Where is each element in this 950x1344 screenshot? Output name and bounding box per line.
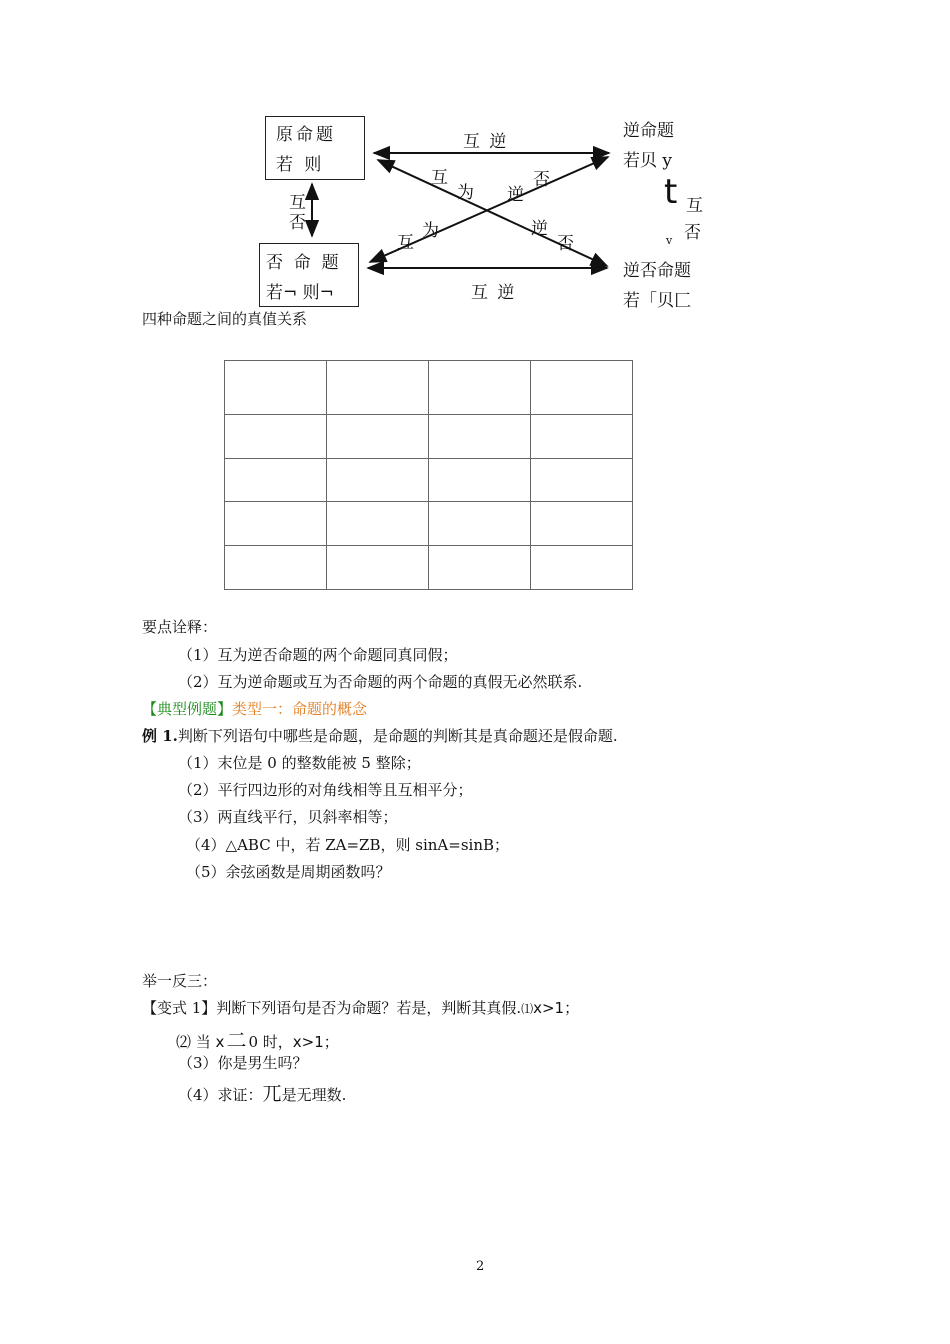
item2-math: x>1； — [292, 1033, 339, 1051]
table-cell — [429, 502, 531, 546]
truth-section-title: 四种命题之间的真值关系 — [142, 310, 308, 328]
inverse-title: 否 命 题 — [266, 253, 339, 273]
type-label: 类型一：命题的概念 — [232, 700, 368, 718]
variant-1-statement — [142, 997, 579, 1018]
diag2-char-4: 否 — [533, 170, 550, 190]
table-row — [225, 459, 633, 502]
right-edge-arrow-glyph: t — [664, 172, 678, 212]
example-item-4: （4）△ABC 中，若 ZA=ZB，则 sinA=sinB； — [186, 836, 509, 854]
table-cell — [225, 459, 327, 502]
table-cell — [531, 546, 633, 590]
item4-pi: 兀 — [262, 1083, 282, 1105]
converse-title: 逆命题 — [623, 121, 674, 141]
item4-prefix: （4）求证： — [178, 1086, 263, 1104]
example-section-header — [142, 698, 367, 719]
diag1-char-1: 互 — [431, 168, 448, 188]
key-point-item-2: （2）互为逆命题或互为否命题的两个命题的真假无必然联系. — [178, 673, 583, 691]
item2-x: x — [215, 1033, 225, 1051]
table-cell — [429, 546, 531, 590]
table-cell — [531, 415, 633, 459]
contrapositive-title: 逆否命题 — [623, 261, 691, 281]
practice-item-3: （3）你是男生吗？ — [178, 1054, 308, 1072]
table-cell — [225, 502, 327, 546]
table-cell — [531, 361, 633, 415]
table-cell — [429, 415, 531, 459]
example-text: 判断下列语句中哪些是命题，是命题的判断其是真命题还是假命题. — [177, 727, 618, 745]
table-cell — [531, 502, 633, 546]
example-bracket-label: 【典型例题】 — [142, 700, 233, 718]
diag2-char-3: 逆 — [507, 185, 524, 205]
diag1-char-3: 逆 — [531, 219, 548, 239]
item4-suffix: 是无理数. — [281, 1086, 347, 1104]
table-cell — [327, 546, 429, 590]
contrapositive-body: 若「贝匚 — [623, 291, 691, 311]
table-cell — [327, 361, 429, 415]
example-1-statement — [142, 725, 618, 746]
bottom-edge-label: 互 逆 — [471, 283, 517, 303]
example-item-1: （1）末位是 0 的整数能被 5 整除； — [178, 754, 421, 772]
top-edge-label: 互 逆 — [463, 132, 509, 152]
item2-eq: 二 — [226, 1028, 247, 1052]
table-row — [225, 415, 633, 459]
converse-body: 若贝 y — [623, 151, 673, 171]
right-edge-small-v: v — [666, 234, 673, 247]
table-cell — [429, 459, 531, 502]
table-row — [225, 546, 633, 590]
example-label: 例 1. — [142, 727, 178, 745]
table-cell — [327, 415, 429, 459]
table-cell — [225, 415, 327, 459]
variant-label: 【变式 1】 — [142, 999, 217, 1017]
diag1-char-4: 否 — [557, 234, 574, 254]
variant-tail-prefix: ⑴ — [521, 1002, 534, 1016]
left-edge-char-2: 否 — [289, 213, 306, 233]
diag2-char-2: 为 — [422, 221, 439, 241]
table-cell — [429, 361, 531, 415]
original-body: 若 则 — [276, 155, 325, 175]
original-title: 原命题 — [276, 125, 336, 145]
example-item-3: （3）两直线平行，贝斜率相等； — [178, 808, 398, 826]
table-cell — [225, 361, 327, 415]
example-item-2: （2）平行四边形的对角线相等且互相平分； — [178, 781, 473, 799]
table-row — [225, 361, 633, 415]
table-row — [225, 502, 633, 546]
key-point-item-1: （1）互为逆否命题的两个命题同真同假； — [178, 646, 458, 664]
variant-text: 判断下列语句是否为命题？若是，判断其真假. — [216, 999, 522, 1017]
left-edge-char-1: 互 — [289, 193, 306, 213]
right-edge-char-1: 互 — [686, 196, 703, 216]
table-cell — [327, 459, 429, 502]
variant-tail-math: x>1； — [533, 999, 580, 1017]
inverse-body: 若¬ 则¬ — [266, 283, 334, 303]
diag2-char-1: 互 — [397, 233, 414, 253]
truth-table — [224, 360, 633, 590]
diag1-char-2: 为 — [457, 183, 474, 203]
table-cell — [225, 546, 327, 590]
item2-mid: 0 时， — [248, 1033, 293, 1051]
practice-heading: 举一反三： — [142, 972, 218, 990]
item2-prefix: ⑵ 当 — [176, 1033, 216, 1051]
table-cell — [531, 459, 633, 502]
practice-item-2 — [176, 1024, 339, 1053]
key-points-heading: 要点诠释： — [142, 618, 218, 636]
practice-item-4 — [178, 1079, 346, 1106]
table-cell — [327, 502, 429, 546]
page-number: 2 — [476, 1259, 485, 1274]
right-edge-char-2: 否 — [684, 223, 701, 243]
example-item-5: （5）余弦函数是周期函数吗？ — [186, 863, 391, 881]
